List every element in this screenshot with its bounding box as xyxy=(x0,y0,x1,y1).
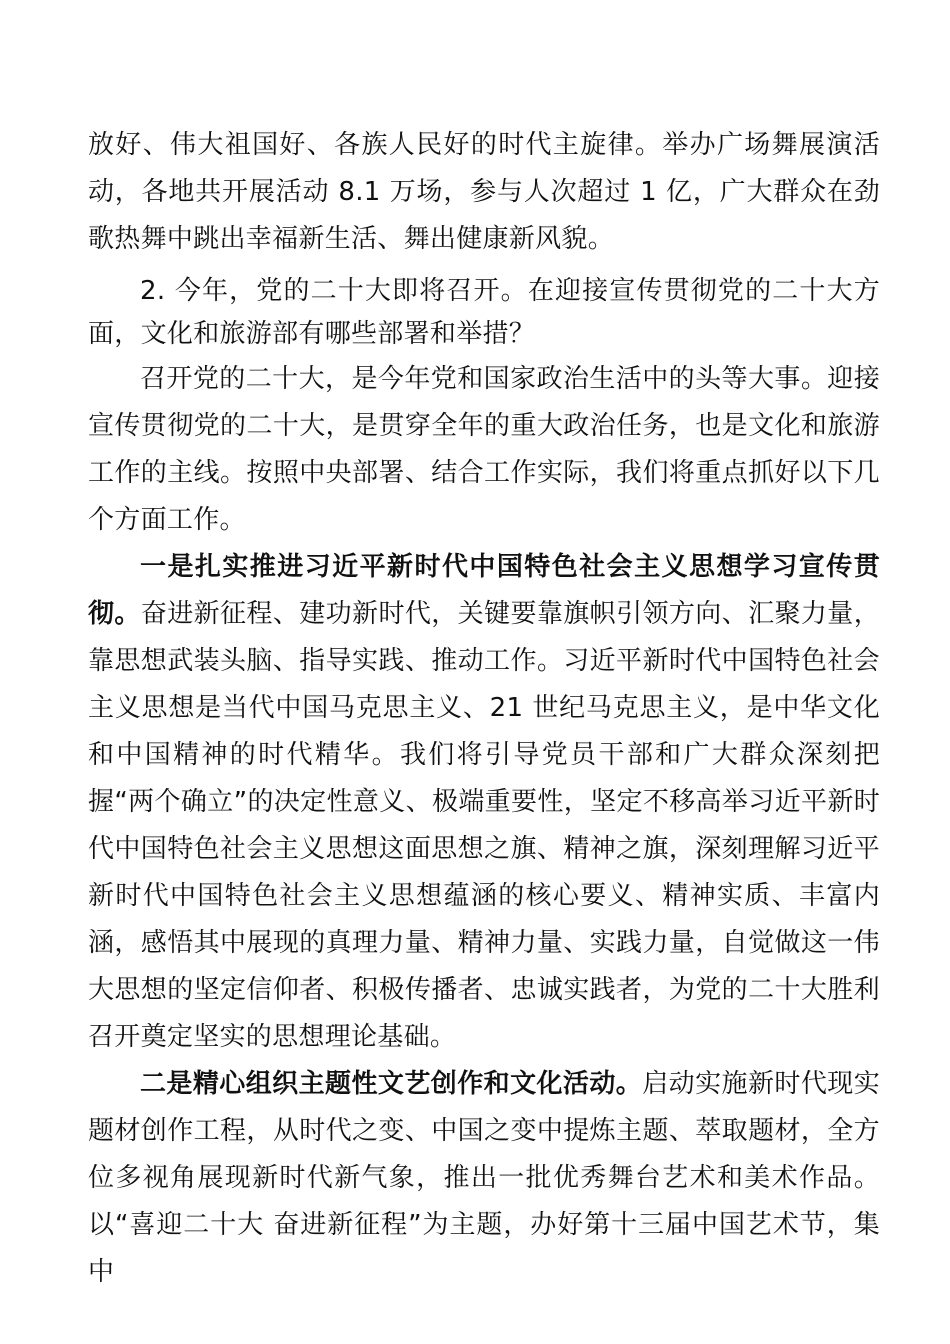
question-paragraph xyxy=(88,267,880,356)
paragraph-lead-bold: 二是精心组织主题性文艺创作和文化活动。 xyxy=(140,1069,643,1099)
paragraph-lead-bold: 一是扎实推进习近平新时代中国特色社会主义思想学习宣传贯 彻。 xyxy=(88,552,880,629)
paragraph-text: 召开党的二十大，是今年党和国家政治生活中的头等大事。迎接宣传贯彻党的二十大，是贯穿全年的重大政治任务，也是文化和旅游工作的主线。按照中央部署、结合工作实际，我们将重点抓好以下几个方面工作。 xyxy=(88,364,880,535)
answer-paragraph-intro xyxy=(88,356,880,544)
paragraph-text: 启动实施新时代现实题材创作工程，从时代之变、中国之变中提炼主题、萃取题材，全方位多视角展现新时代新气象，推出一批优秀舞台艺术和美术作品。以“喜迎二十大 奋进新征程”为主题，办好第十三届中国艺术节，集中 xyxy=(88,1069,880,1287)
paragraph-text: 放好、伟大祖国好、各族人民好的时代主旋律。举办广场舞展演活动，各地共开展活动 8.1 万场，参与人次超过 1 亿，广大群众在劲歌热舞中跳出幸福新生活、舞出健康新风貌。 xyxy=(88,130,880,254)
paragraph-continued xyxy=(88,122,880,263)
paragraph-text: 奋进新征程、建功新时代，关键要靠旗帜引领方向、汇聚力量， 靠思想武装头脑、指导实践、推动工作。习近平新时代中国特色社会主义思想是当代中国马克思主义、21 世纪马克思主义，是中华文化和中国精神的时代精华。我们将引导党员干部和广大群众深刻把握“两个确立”的决定性意义、极端重要性，坚定不移高举习近平新时代中国特色社会主义思想这面思想之旗、精神之旗，深刻理解习近平新时代中国特色社会主义思想蕴涵的核心要义、精神实质、丰富内涵，感悟其中展现的真理力量、精神力量、实践力量，自觉做这一伟大思想的坚定信仰者、积极传播者、忠诚实践者，为党的二十大胜利召开奠定坚实的思想理论基础。 xyxy=(88,599,880,1052)
answer-paragraph-second-point xyxy=(88,1061,880,1296)
document-body xyxy=(88,122,880,1296)
answer-paragraph-first-point xyxy=(88,544,880,1061)
question-text: 2. 今年，党的二十大即将召开。在迎接宣传贯彻党的二十大方面，文化和旅游部有哪些部署和举措？ xyxy=(88,276,880,349)
